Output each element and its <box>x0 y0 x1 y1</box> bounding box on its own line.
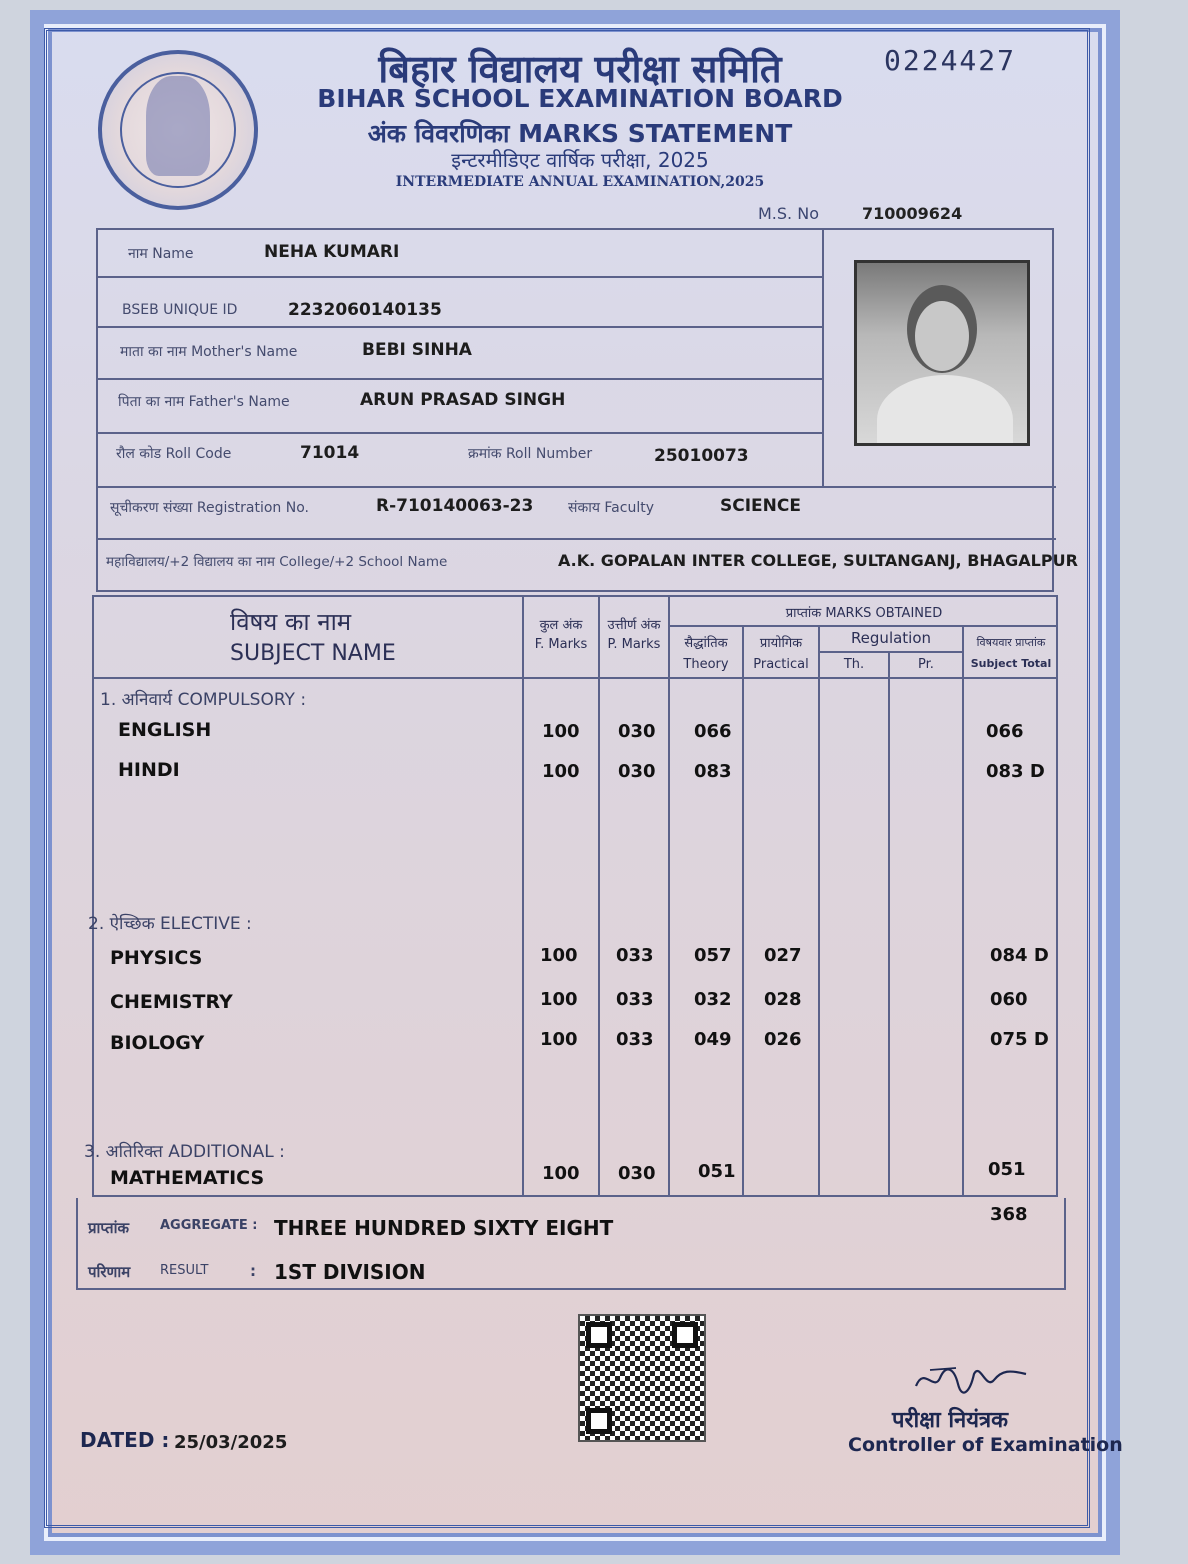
full-marks: 100 <box>540 989 578 1010</box>
controller-title-hindi: परीक्षा नियंत्रक <box>892 1408 1009 1433</box>
controller-signature <box>910 1356 1030 1400</box>
col-divider <box>598 597 600 1197</box>
roll-number-label: क्रमांक Roll Number <box>468 446 593 462</box>
board-name-english: BIHAR SCHOOL EXAMINATION BOARD <box>317 84 843 113</box>
section-compulsory: 1. अनिवार्य COMPULSORY : <box>100 690 307 710</box>
unique-id-label: BSEB UNIQUE ID <box>122 302 238 318</box>
theory-header-hindi: सैद्धांतिक <box>684 636 728 651</box>
full-marks-header-hindi: कुल अंक <box>539 618 583 633</box>
controller-title: Controller of Examination <box>848 1434 1123 1456</box>
dated-label: DATED : <box>80 1428 170 1452</box>
header-divider <box>668 625 1058 627</box>
subject-total: 083 D <box>986 761 1045 782</box>
qr-finder <box>672 1322 698 1348</box>
pass-marks: 033 <box>616 945 654 966</box>
registration-label: सूचीकरण संख्या Registration No. <box>110 500 309 516</box>
name-label: नाम Name <box>128 246 194 262</box>
theory-marks: 057 <box>694 945 732 966</box>
aggregate-label-hindi: प्राप्तांक <box>88 1219 129 1237</box>
col-divider <box>818 625 820 1197</box>
full-marks: 100 <box>540 945 578 966</box>
pass-marks: 030 <box>618 1163 656 1184</box>
subject-total: 060 <box>990 989 1028 1010</box>
marks-obtained-header: प्राप्तांक MARKS OBTAINED <box>785 606 943 621</box>
col-divider <box>668 597 670 1197</box>
info-divider <box>98 326 822 328</box>
board-name-hindi: बिहार विद्यालय परीक्षा समिति <box>378 46 782 91</box>
subject-name: MATHEMATICS <box>110 1167 265 1189</box>
result-colon: : <box>250 1262 256 1280</box>
qr-finder <box>586 1408 612 1434</box>
subject-header-hindi: विषय का नाम <box>230 608 352 636</box>
col-divider <box>962 625 964 1197</box>
student-name: NEHA KUMARI <box>264 242 400 262</box>
photo-column <box>822 230 1056 488</box>
practical-marks: 026 <box>764 1029 802 1050</box>
col-divider <box>522 597 524 1197</box>
faculty-value: SCIENCE <box>720 496 801 516</box>
roll-number-value: 25010073 <box>654 446 749 466</box>
seal-figure-icon <box>146 76 210 176</box>
subject-total-header: Subject Total <box>970 657 1052 670</box>
pass-marks-header: P. Marks <box>607 637 661 652</box>
full-marks: 100 <box>542 761 580 782</box>
subject-total: 066 <box>986 721 1024 742</box>
subject-name: ENGLISH <box>118 719 212 741</box>
subject-name: CHEMISTRY <box>110 991 233 1013</box>
aggregate-value: 368 <box>990 1204 1028 1225</box>
dated-value: 25/03/2025 <box>174 1432 288 1453</box>
result-value: 1ST DIVISION <box>274 1260 426 1284</box>
pass-marks: 033 <box>616 1029 654 1050</box>
unique-id-value: 2232060140135 <box>288 300 442 320</box>
roll-code-value: 71014 <box>300 443 360 463</box>
exam-name-english: INTERMEDIATE ANNUAL EXAMINATION,2025 <box>395 174 765 190</box>
header-bottom <box>94 677 1058 679</box>
statement-title: अंक विवरणिका MARKS STATEMENT <box>367 119 793 148</box>
theory-marks: 032 <box>694 989 732 1010</box>
mother-name-label: माता का नाम Mother's Name <box>120 344 298 360</box>
marks-table <box>84 595 1058 1197</box>
pass-marks: 030 <box>618 761 656 782</box>
section-additional: 3. अतिरिक्त ADDITIONAL : <box>84 1142 285 1162</box>
subject-total: 075 D <box>990 1029 1049 1050</box>
subject-name: HINDI <box>118 759 180 781</box>
practical-header-hindi: प्रायोगिक <box>759 636 803 651</box>
qr-finder <box>586 1322 612 1348</box>
subject-name: BIOLOGY <box>110 1032 205 1054</box>
theory-header: Theory <box>683 657 729 672</box>
info-divider <box>98 378 822 380</box>
practical-marks: 027 <box>764 945 802 966</box>
college-value: A.K. GOPALAN INTER COLLEGE, SULTANGANJ, BHAGALPUR <box>558 551 1078 570</box>
college-label: महाविद्यालय/+2 विद्यालय का नाम College/+2 School Name <box>106 554 448 570</box>
info-divider <box>98 432 822 434</box>
student-info-box <box>96 228 1078 592</box>
aggregate-box <box>76 1198 1066 1290</box>
full-marks: 100 <box>542 1163 580 1184</box>
pass-marks: 033 <box>616 989 654 1010</box>
result-label: RESULT <box>160 1263 209 1278</box>
ms-no-label: M.S. No <box>758 204 819 223</box>
photo-body <box>877 375 1013 446</box>
theory-marks: 083 <box>694 761 732 782</box>
aggregate-label: AGGREGATE : <box>160 1218 258 1233</box>
theory-marks: 049 <box>694 1029 732 1050</box>
theory-marks: 051 <box>698 1161 736 1182</box>
aggregate-in-words: THREE HUNDRED SIXTY EIGHT <box>274 1216 614 1240</box>
subject-total: 051 <box>988 1159 1026 1180</box>
subject-header-english: SUBJECT NAME <box>230 641 396 666</box>
mother-name-value: BEBI SINHA <box>362 340 472 360</box>
full-marks: 100 <box>542 721 580 742</box>
board-seal-logo <box>98 50 258 210</box>
regulation-header: Regulation <box>850 629 932 647</box>
full-marks-header: F. Marks <box>534 637 588 652</box>
student-photo <box>854 260 1030 446</box>
full-marks: 100 <box>540 1029 578 1050</box>
pass-marks-header-hindi: उत्तीर्ण अंक <box>607 618 661 633</box>
ms-no-value: 710009624 <box>862 204 963 223</box>
exam-name-hindi: इन्टरमीडिएट वार्षिक परीक्षा, 2025 <box>451 148 709 172</box>
header-divider <box>818 651 962 653</box>
regulation-pr-header: Pr. <box>918 657 934 672</box>
photo-face <box>915 301 969 371</box>
regulation-th-header: Th. <box>843 657 865 672</box>
registration-value: R-710140063-23 <box>376 496 534 516</box>
subject-name: PHYSICS <box>110 947 203 969</box>
father-name-label: पिता का नाम Father's Name <box>118 394 290 410</box>
practical-header: Practical <box>753 657 809 672</box>
roll-code-label: रौल कोड Roll Code <box>116 446 232 462</box>
section-elective: 2. ऐच्छिक ELECTIVE : <box>88 914 252 934</box>
info-divider <box>98 276 822 278</box>
info-divider <box>98 538 1056 540</box>
father-name-value: ARUN PRASAD SINGH <box>360 390 566 410</box>
result-label-hindi: परिणाम <box>88 1263 131 1281</box>
faculty-label: संकाय Faculty <box>568 500 654 516</box>
qr-code <box>578 1314 706 1442</box>
theory-marks: 066 <box>694 721 732 742</box>
practical-marks: 028 <box>764 989 802 1010</box>
subject-total: 084 D <box>990 945 1049 966</box>
col-divider <box>742 625 744 1197</box>
subject-total-header-hindi: विषयवार प्राप्तांक <box>976 636 1046 649</box>
col-divider <box>888 651 890 1197</box>
serial-number: 0224427 <box>884 44 1017 77</box>
pass-marks: 030 <box>618 721 656 742</box>
